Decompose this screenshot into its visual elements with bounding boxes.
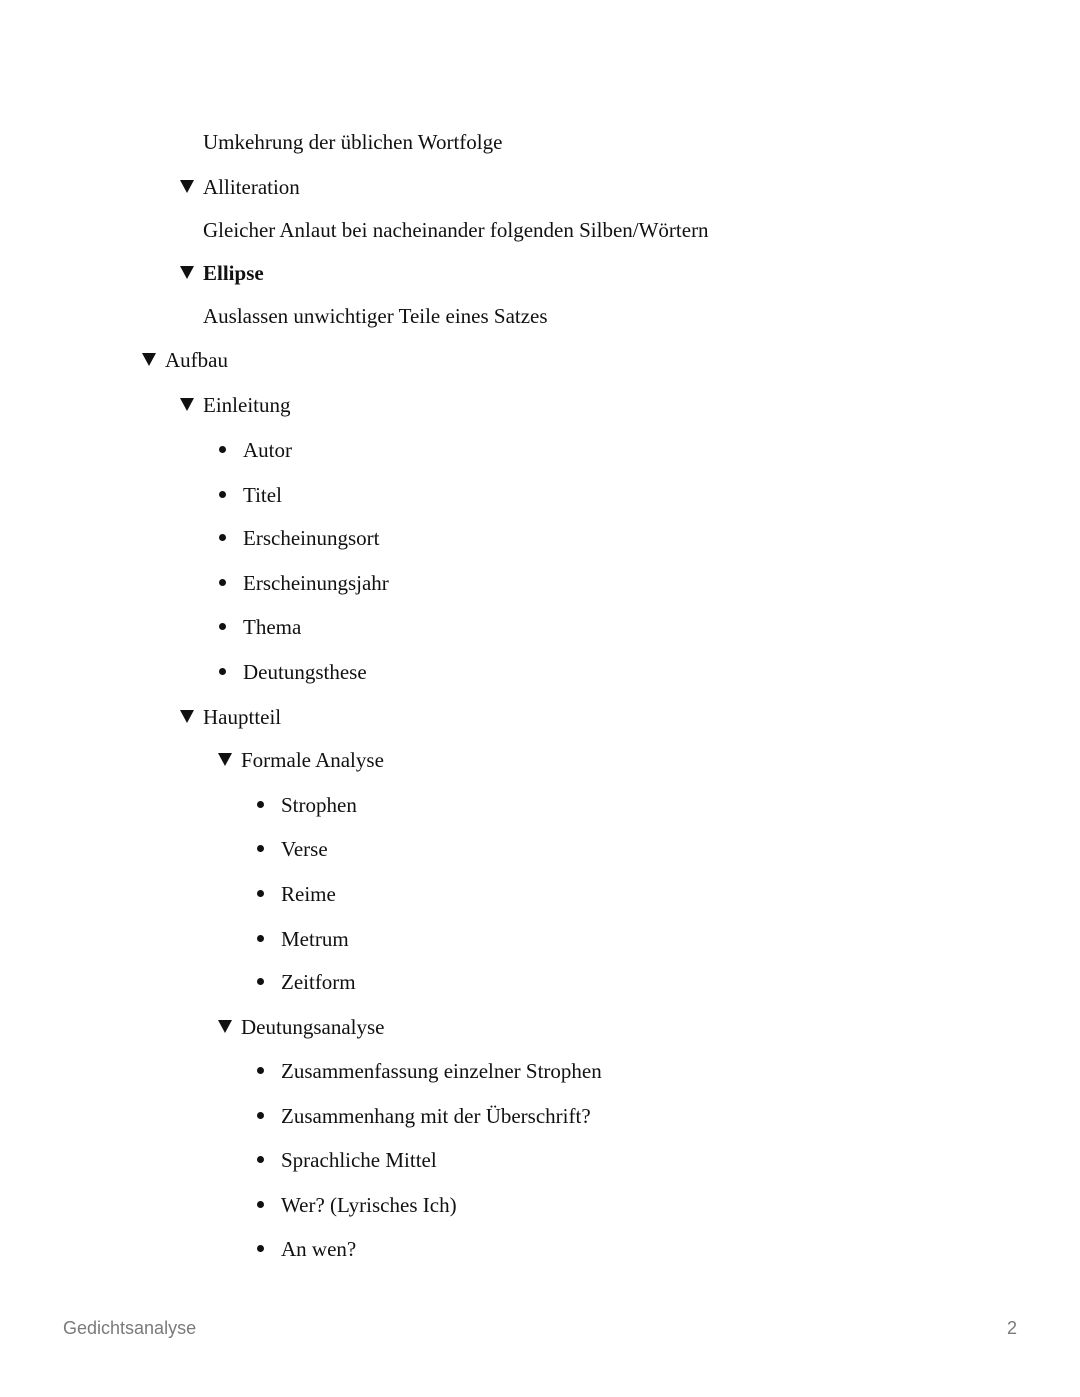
list-item-text: Erscheinungsjahr bbox=[243, 571, 389, 595]
deutungsanalyse-toggle[interactable] bbox=[218, 1013, 384, 1041]
footer-document-title: Gedichtsanalyse bbox=[63, 1318, 197, 1338]
disclosure-triangle-icon[interactable] bbox=[180, 266, 194, 279]
list-item bbox=[257, 1235, 356, 1263]
list-item-text: Titel bbox=[243, 483, 282, 507]
list-item bbox=[257, 1191, 457, 1219]
alliteration-toggle[interactable] bbox=[180, 173, 300, 201]
einleitung-title: Einleitung bbox=[203, 393, 291, 417]
list-item bbox=[257, 791, 357, 819]
list-item bbox=[257, 835, 328, 863]
list-item bbox=[219, 436, 292, 464]
bullet-icon bbox=[257, 978, 264, 985]
disclosure-triangle-icon[interactable] bbox=[218, 753, 232, 766]
list-item bbox=[219, 569, 389, 597]
hauptteil-toggle[interactable] bbox=[180, 703, 281, 731]
list-item bbox=[257, 1057, 602, 1085]
list-item bbox=[257, 925, 349, 953]
bullet-icon bbox=[257, 890, 264, 897]
list-item bbox=[257, 968, 356, 996]
bullet-icon bbox=[257, 1245, 264, 1252]
list-item bbox=[257, 1146, 437, 1174]
einleitung-toggle[interactable] bbox=[180, 391, 291, 419]
bullet-icon bbox=[219, 668, 226, 675]
disclosure-triangle-icon[interactable] bbox=[218, 1020, 232, 1033]
list-item-text: Zeitform bbox=[281, 970, 356, 994]
disclosure-triangle-icon[interactable] bbox=[180, 398, 194, 411]
list-item-text: An wen? bbox=[281, 1237, 357, 1261]
ellipse-toggle[interactable] bbox=[180, 259, 264, 287]
deutungsanalyse-title: Deutungsanalyse bbox=[241, 1015, 385, 1039]
list-item-text: Reime bbox=[281, 882, 336, 906]
list-item-text: Erscheinungsort bbox=[243, 526, 380, 550]
bullet-icon bbox=[219, 623, 226, 630]
inversion-description: Umkehrung der üblichen Wortfolge bbox=[203, 130, 503, 154]
list-item bbox=[219, 524, 379, 552]
bullet-icon bbox=[257, 801, 264, 808]
list-item-text: Deutungsthese bbox=[243, 660, 367, 684]
list-item-text: Zusammenhang mit der Überschrift? bbox=[281, 1104, 591, 1128]
list-item bbox=[219, 658, 367, 686]
list-item bbox=[219, 613, 301, 641]
list-item bbox=[219, 481, 282, 509]
hauptteil-title: Hauptteil bbox=[203, 705, 282, 729]
list-item bbox=[257, 880, 336, 908]
ellipse-description: Auslassen unwichtiger Teile eines Satzes bbox=[203, 304, 548, 328]
bullet-icon bbox=[219, 446, 226, 453]
ellipse-title: Ellipse bbox=[203, 261, 264, 285]
aufbau-toggle[interactable] bbox=[142, 346, 228, 374]
list-item-text: Sprachliche Mittel bbox=[281, 1148, 437, 1172]
bullet-icon bbox=[257, 845, 264, 852]
list-item-text: Autor bbox=[243, 438, 292, 462]
bullet-icon bbox=[219, 534, 226, 541]
bullet-icon bbox=[257, 935, 264, 942]
bullet-icon bbox=[257, 1067, 264, 1074]
list-item-text: Strophen bbox=[281, 793, 357, 817]
disclosure-triangle-icon[interactable] bbox=[180, 180, 194, 193]
formale-analyse-title: Formale Analyse bbox=[241, 748, 384, 772]
list-item bbox=[257, 1102, 591, 1130]
list-item-text: Metrum bbox=[281, 927, 349, 951]
bullet-icon bbox=[257, 1156, 264, 1163]
alliteration-title: Alliteration bbox=[203, 175, 300, 199]
alliteration-description: Gleicher Anlaut bei nacheinander folgenden Silben/Wörtern bbox=[203, 218, 709, 242]
list-item-text: Zusammenfassung einzelner Strophen bbox=[281, 1059, 602, 1083]
aufbau-title: Aufbau bbox=[165, 348, 228, 372]
bullet-icon bbox=[219, 579, 226, 586]
bullet-icon bbox=[257, 1112, 264, 1119]
bullet-icon bbox=[257, 1201, 264, 1208]
list-item-text: Wer? (Lyrisches Ich) bbox=[281, 1193, 457, 1217]
formale-analyse-toggle[interactable] bbox=[218, 746, 384, 774]
list-item-text: Verse bbox=[281, 837, 328, 861]
disclosure-triangle-icon[interactable] bbox=[142, 353, 156, 366]
footer-page-number: 2 bbox=[1006, 1318, 1017, 1338]
bullet-icon bbox=[219, 491, 226, 498]
disclosure-triangle-icon[interactable] bbox=[180, 710, 194, 723]
list-item-text: Thema bbox=[243, 615, 302, 639]
